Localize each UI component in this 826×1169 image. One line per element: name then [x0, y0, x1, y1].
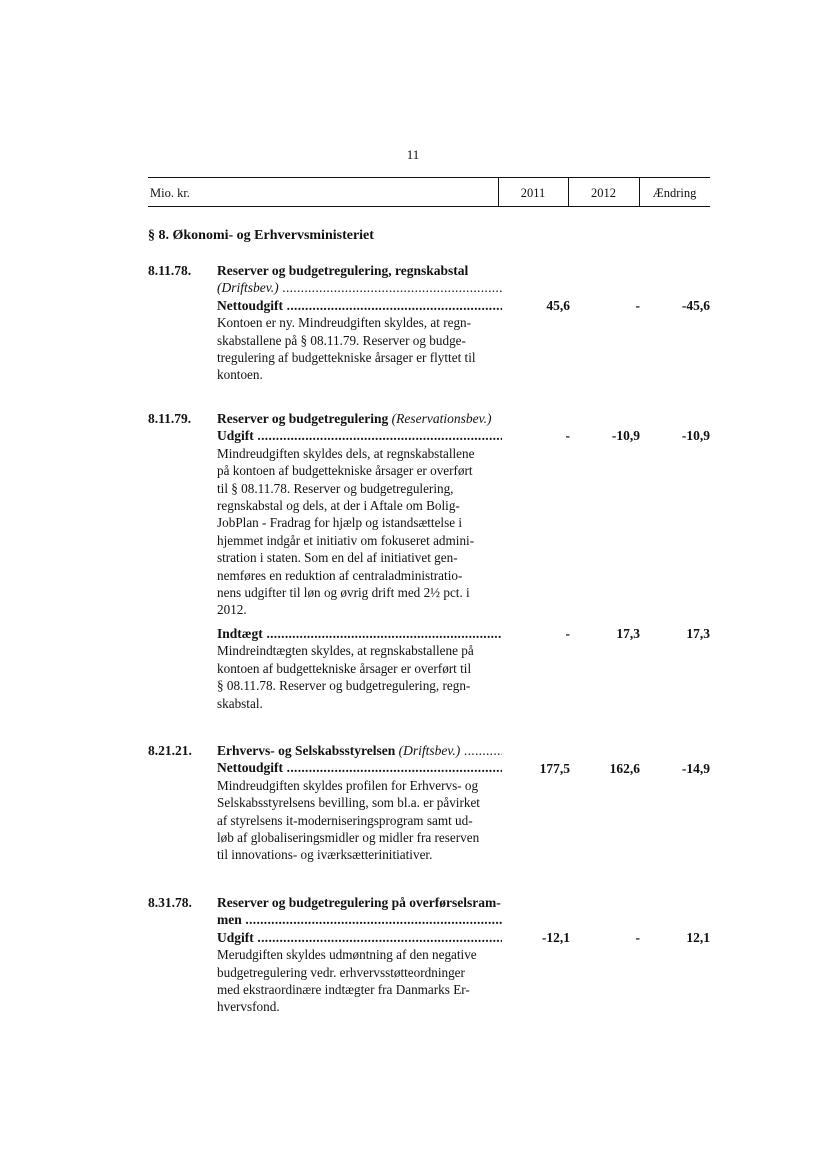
col-header-change: Ændring	[652, 186, 697, 200]
value-change: -14,9	[681, 761, 710, 776]
section-heading: § 8. Økonomi- og Erhvervsministeriet	[148, 228, 374, 243]
row-label: Udgift	[217, 428, 254, 444]
row-label-line	[217, 929, 502, 946]
page-number: 11	[406, 147, 420, 162]
account-subtitle: (Reservationsbev.)	[391, 411, 492, 426]
value-2011: -12,1	[541, 930, 570, 945]
value-2012: -	[635, 298, 640, 313]
row-label: Nettoudgift	[217, 760, 283, 776]
row-label: Indtægt	[217, 626, 263, 641]
account-entry	[217, 262, 502, 384]
row-explanation: Kontoen er ny. Mindreudgiften skyldes, at regn- skabstallene på § 08.11.79. Reserver og budge- tregulering af budgettekniske årsager er flyttet til kontoen.	[217, 315, 476, 383]
value-2012: -	[635, 930, 640, 945]
col-header-2011: 2011	[520, 186, 546, 200]
value-2012: -10,9	[611, 428, 640, 443]
value-2012: 17,3	[616, 626, 640, 641]
unit-label: Mio. kr.	[150, 186, 190, 200]
header-top-rule	[148, 177, 710, 178]
value-2011: 177,5	[539, 761, 570, 776]
account-title: Reserver og budgetregulering	[217, 411, 389, 426]
row-explanation: Merudgiften skyldes udmøntning af den negative budgetregulering vedr. erhvervsstøtteordninger med ekstraordinære indtægter fra Danmarks Er- hvervsfond.	[217, 947, 477, 1015]
header-bottom-rule	[148, 206, 710, 207]
account-entry	[217, 742, 502, 864]
account-subtitle: (Driftsbev.)	[398, 743, 461, 758]
value-2011: -	[565, 428, 570, 443]
row-explanation: Mindreindtægten skyldes, at regnskabstallene på kontoen af budgettekniske årsager er overført til § 08.11.78. Reserver og budgetregulering, regn- skabstal.	[217, 643, 474, 711]
value-change: -10,9	[681, 428, 710, 443]
account-code: 8.11.79.	[148, 411, 192, 426]
account-entry	[217, 625, 502, 712]
account-title: Reserver og budgetregulering, regnskabstal	[217, 263, 469, 278]
account-code: 8.31.78.	[148, 895, 192, 910]
row-explanation: Mindreudgiften skyldes dels, at regnskabstallene på kontoen af budgettekniske årsager er overført til § 08.11.78. Reserver og budgetregulering, regnskabstal og dels, at der i Aftale om Bolig- JobPlan - Fradrag for hjælp og istandsættelse i hjemmet indgår et initiativ om fokuseret admini- stration i staten. Som en del af initiativet gen- nemføres en reduktion af centraladministratio- nens udgifter til løn og øvrig drift med 2½ pct. i 2012.	[217, 445, 475, 618]
account-title-continued: men .....	[217, 911, 502, 928]
account-subtitle-line	[217, 279, 502, 296]
row-label: Nettoudgift	[217, 297, 283, 313]
account-code: 8.11.78.	[148, 263, 192, 278]
account-entry	[217, 894, 502, 1016]
col-header-2012: 2012	[591, 186, 616, 200]
account-code: 8.21.21.	[148, 743, 192, 758]
row-label-line	[217, 297, 502, 314]
value-change: 12,1	[686, 930, 710, 945]
row-label-line	[217, 427, 502, 444]
value-2011: 45,6	[546, 298, 570, 313]
row-label-line	[217, 759, 502, 776]
account-entry	[217, 410, 502, 619]
account-title: Reserver og budgetregulering på overførselsram-	[217, 895, 501, 910]
value-change: 17,3	[686, 626, 710, 641]
row-label: Udgift	[217, 929, 254, 945]
account-subtitle: (Driftsbev.)	[217, 280, 279, 296]
value-change: -45,6	[681, 298, 710, 313]
row-explanation: Mindreudgiften skyldes profilen for Erhvervs- og Selskabsstyrelsens bevilling, som bl.a. er påvirket af styrelsens it-moderniseringsprogram samt ud- løb af globaliseringsmidler og midler fra reserven til innovations- og iværksætterinitiativer.	[217, 777, 480, 863]
value-2011: -	[565, 626, 570, 641]
value-2012: 162,6	[609, 761, 640, 776]
row-label-line	[217, 625, 502, 642]
account-title: Erhvervs- og Selskabsstyrelsen	[217, 743, 396, 758]
